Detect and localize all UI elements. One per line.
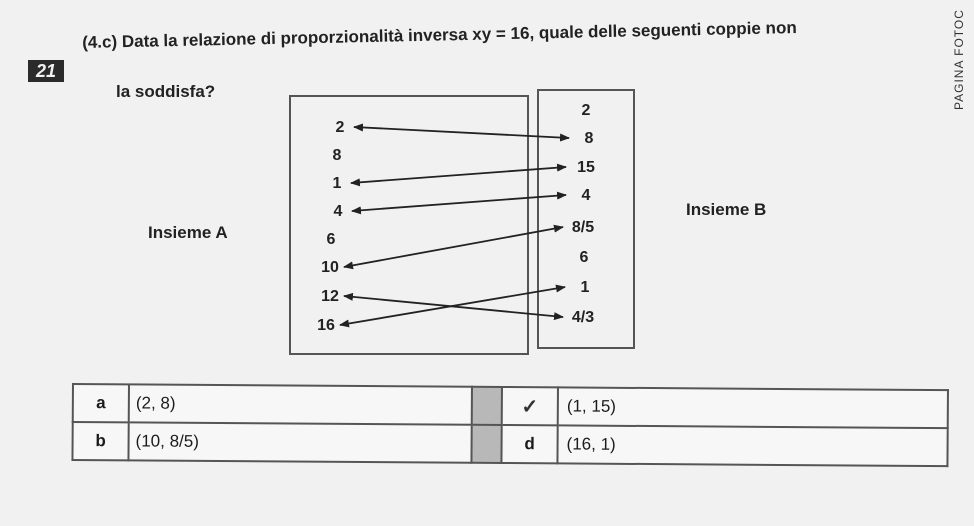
set-a-label: Insieme A xyxy=(148,223,228,242)
set-a-element: 6 xyxy=(326,231,336,248)
arrows xyxy=(340,127,569,325)
set-a-element: 12 xyxy=(321,288,339,305)
exercise-number: 21 xyxy=(28,60,64,82)
mapping-arrow xyxy=(344,227,563,267)
option-d-pair[interactable]: (16, 1) xyxy=(557,425,947,466)
set-a-element: 16 xyxy=(317,317,335,334)
set-b-elements xyxy=(572,102,595,326)
option-c-letter[interactable] xyxy=(502,387,558,425)
mapping-arrow xyxy=(352,195,566,211)
set-a-elements xyxy=(317,119,344,334)
answer-options xyxy=(71,383,949,467)
mapping-arrow xyxy=(351,167,566,183)
question-line-1: (4.c) Data la relazione di proporzionalità inversa xy = 16, quale delle seguenti coppie non xyxy=(82,18,797,52)
side-margin-text: PAGINA FOTOC xyxy=(952,9,966,110)
options-row-2 xyxy=(72,422,947,466)
set-a-element: 1 xyxy=(332,175,342,192)
set-b-element: 4 xyxy=(581,187,591,204)
set-b-element: 8/5 xyxy=(571,219,595,236)
options-divider xyxy=(472,387,502,425)
set-b-element: 15 xyxy=(577,159,595,176)
set-b-element: 1 xyxy=(580,279,590,296)
mapping-arrow xyxy=(354,127,569,138)
mapping-arrow xyxy=(340,287,565,325)
set-b-element: 6 xyxy=(579,249,589,266)
option-b-letter[interactable]: b xyxy=(72,422,128,460)
set-a-element: 10 xyxy=(321,259,339,276)
options-divider xyxy=(471,425,501,463)
option-a-pair[interactable]: (2, 8) xyxy=(129,384,472,424)
check-mark-icon: ✓ xyxy=(521,395,539,418)
set-b-element: 4/3 xyxy=(571,309,595,326)
question-line-2: la soddisfa? xyxy=(116,82,216,101)
set-b-label: Insieme B xyxy=(686,200,767,219)
set-b-element: 8 xyxy=(584,130,594,147)
option-c-pair[interactable]: (1, 15) xyxy=(558,387,948,428)
set-a-element: 2 xyxy=(335,119,345,136)
set-a-element: 8 xyxy=(332,147,342,164)
set-a-element: 4 xyxy=(333,203,343,220)
options-row-1 xyxy=(73,384,948,428)
option-a-letter[interactable]: a xyxy=(73,384,129,422)
option-d-letter[interactable]: d xyxy=(501,425,557,463)
set-b-element: 2 xyxy=(581,102,591,119)
option-b-pair[interactable]: (10, 8/5) xyxy=(128,422,471,462)
